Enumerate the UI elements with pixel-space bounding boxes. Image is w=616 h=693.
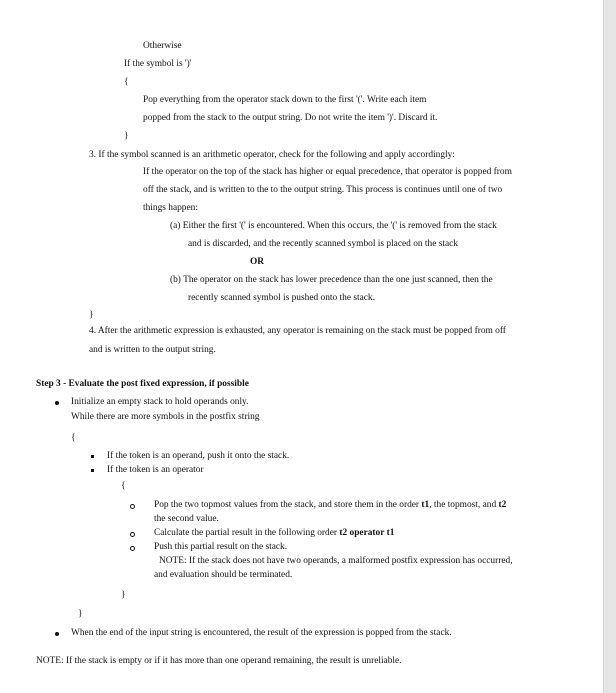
push-result-text: Push this partial result on the stack. <box>154 542 288 552</box>
item-4-line-1: 4. After the arithmetic expression is exhausted, any operator is remaining on the stack must be popped from off <box>89 326 506 336</box>
operator-open-brace: { <box>121 481 126 491</box>
malformed-note-line-2: and evaluation should be terminated. <box>154 570 293 580</box>
if-symbol-text: If the symbol is ')' <box>124 59 192 69</box>
case-b-line-1: (b) The operator on the stack has lower precedence than the one just scanned, then the <box>170 275 493 285</box>
case-a-line-1: (a) Either the first '(' is encountered. When this occurs, the '(' is removed from the stack <box>170 221 497 231</box>
operand-text: If the token is an operand, push it onto the stack. <box>107 451 290 461</box>
pop-operator-line-1: Pop everything from the operator stack down to the first '('. Write each item <box>143 95 427 105</box>
while-open-brace: { <box>71 433 76 443</box>
calculate-text: Calculate the partial result in the following order t2 operator t1 <box>154 528 395 538</box>
circle-bullet-icon <box>130 546 135 551</box>
open-brace: { <box>124 77 129 87</box>
bullet-icon <box>55 401 59 405</box>
malformed-note-line-1: NOTE: If the stack does not have two operands, a malformed postfix expression has occurred, <box>159 556 513 566</box>
or-text: OR <box>250 257 265 267</box>
bullet-icon <box>55 632 59 636</box>
circle-bullet-icon <box>130 532 135 537</box>
operator-close-brace: } <box>121 590 126 600</box>
operator-text: If the token is an operator <box>107 465 204 475</box>
circle-bullet-icon <box>130 504 135 509</box>
while-close-brace: } <box>78 609 83 619</box>
otherwise-text: Otherwise <box>143 41 182 51</box>
precedence-para-line-1: If the operator on the top of the stack has higher or equal precedence, that operator is popped from <box>143 167 512 177</box>
item-3-close-brace: } <box>89 310 94 320</box>
close-brace: } <box>124 131 129 141</box>
case-b-line-2: recently scanned symbol is pushed onto the stack. <box>188 293 375 303</box>
precedence-para-line-2: off the stack, and is written to the to the output string. This process is continues until one of two <box>143 185 503 195</box>
step-3-heading: Step 3 - Evaluate the post fixed expression, if possible <box>36 379 249 389</box>
item-4-line-2: and is written to the output string. <box>89 345 216 355</box>
while-text: While there are more symbols in the postfix string <box>71 412 260 422</box>
vertical-scrollbar[interactable] <box>603 0 616 693</box>
end-of-input-text: When the end of the input string is encountered, the result of the expression is popped from the stack. <box>71 628 452 638</box>
square-bullet-icon <box>91 455 94 458</box>
pop-two-line-1: Pop the two topmost values from the stack, and store them in the order t1, the topmost, and t2 <box>154 500 507 510</box>
pop-operator-line-2: popped from the stack to the output string. Do not write the item ')'. Discard it. <box>143 113 438 123</box>
square-bullet-icon <box>91 469 94 472</box>
final-note: NOTE: If the stack is empty or if it has more than one operand remaining, the result is unreliable. <box>36 656 402 666</box>
item-3-text: 3. If the symbol scanned is an arithmetic operator, check for the following and apply accordingly: <box>89 150 455 160</box>
case-a-line-2: and is discarded, and the recently scanned symbol is placed on the stack <box>188 239 458 249</box>
init-stack-text: Initialize an empty stack to hold operands only. <box>71 397 249 407</box>
precedence-para-line-3: things happen: <box>143 203 198 213</box>
pop-two-line-2: the second value. <box>154 514 219 524</box>
